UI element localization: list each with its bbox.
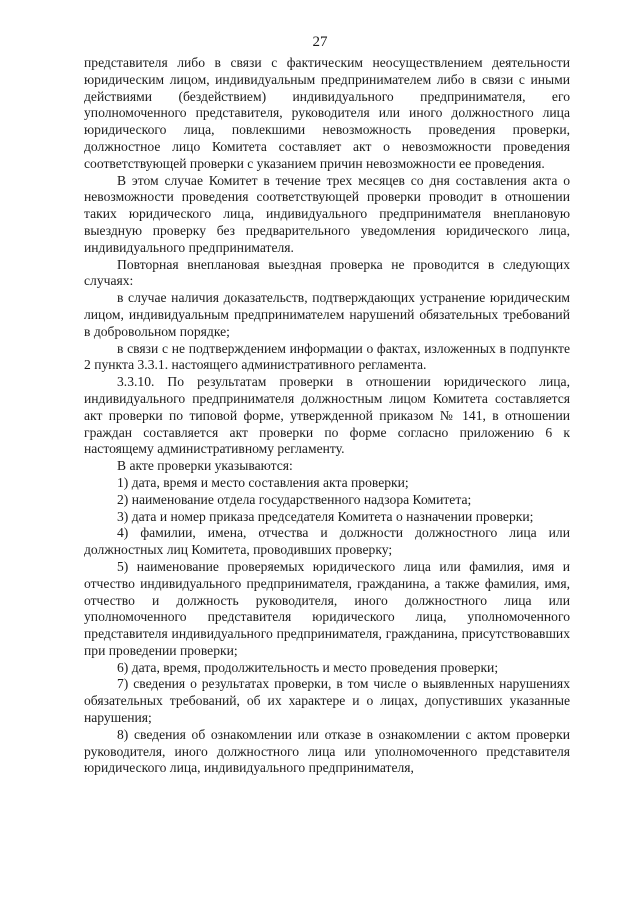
paragraph-repeat-inspection: В этом случае Комитет в течение трех месяцев со дня составления акта о невозможности проведения соответствующей проверки проводит в отношении таких юридического лица, индивидуального предпринимателя внеплановую выездную проверку без предварительного уведомления юридического лица, индивидуального предпринимателя. bbox=[84, 172, 570, 255]
paragraph-no-repeat-inspection: Повторная внеплановая выездная проверка не проводится в следующих случаях: bbox=[84, 256, 570, 289]
list-item-8: 8) сведения об ознакомлении или отказе в ознакомлении с актом проверки руководителя, иного должностного лица или уполномоченного представителя юридического лица, индивидуального предпринимателя, bbox=[84, 726, 570, 776]
paragraph-case-unconfirmed: в связи с не подтверждением информации о фактах, изложенных в подпункте 2 пункта 3.3.1. настоящего административного регламента. bbox=[84, 340, 570, 373]
list-item-1: 1) дата, время и место составления акта проверки; bbox=[117, 474, 409, 490]
paragraph-act-contents-intro: В акте проверки указываются: bbox=[117, 458, 293, 474]
paragraph-3-3-10: 3.3.10. По результатам проверки в отношении юридического лица, индивидуального предпринимателя должностным лицом Комитета составляется акт проверки по типовой форме, утвержденной приказом № 141, в отношении граждан составляется акт проверки по форме согласно приложению 6 к настоящему административному регламенту. bbox=[84, 374, 570, 457]
list-item-5: 5) наименование проверяемых юридического лица или фамилия, имя и отчество индивидуального предпринимателя, гражданина, а также фамилия, имя, отчество и должность руководителя, иного должностного лица или уполномоченного представителя юридического лица, уполномоченного представителя индивидуального предпринимателя, гражданина, присутствовавших при проведении проверки; bbox=[84, 558, 570, 658]
list-item-6: 6) дата, время, продолжительность и место проведения проверки; bbox=[117, 659, 499, 675]
paragraph-case-evidence: в случае наличия доказательств, подтверждающих устранение юридическим лицом, индивидуальным предпринимателем нарушений обязательных требований в добровольном порядке; bbox=[84, 290, 570, 339]
page-number: 27 bbox=[312, 34, 328, 50]
paragraph-continuation: представителя либо в связи с фактическим неосуществлением деятельности юридическим лицом, индивидуальным предпринимателем либо в связи с иными действиями (бездействием) индивидуального предпринимателя, его уполномоченного представителя, руководителя или иного должностного лица юридического лица, повлекшими невозможность проведения проверки, должностное лицо Комитета составляет акт о невозможности проведения соответствующей проверки с указанием причин невозможности ее проведения. bbox=[84, 55, 570, 171]
list-item-4: 4) фамилии, имена, отчества и должности должностного лица или должностных лиц Комитета, проводивших проверку; bbox=[84, 525, 570, 558]
list-item-3: 3) дата и номер приказа председателя Комитета о назначении проверки; bbox=[117, 508, 534, 524]
list-item-7: 7) сведения о результатах проверки, в том числе о выявленных нарушениях обязательных требований, об их характере и о лицах, допустивших указанные нарушения; bbox=[84, 676, 570, 726]
list-item-2: 2) наименование отдела государственного надзора Комитета; bbox=[117, 491, 472, 507]
document-body bbox=[84, 55, 570, 777]
